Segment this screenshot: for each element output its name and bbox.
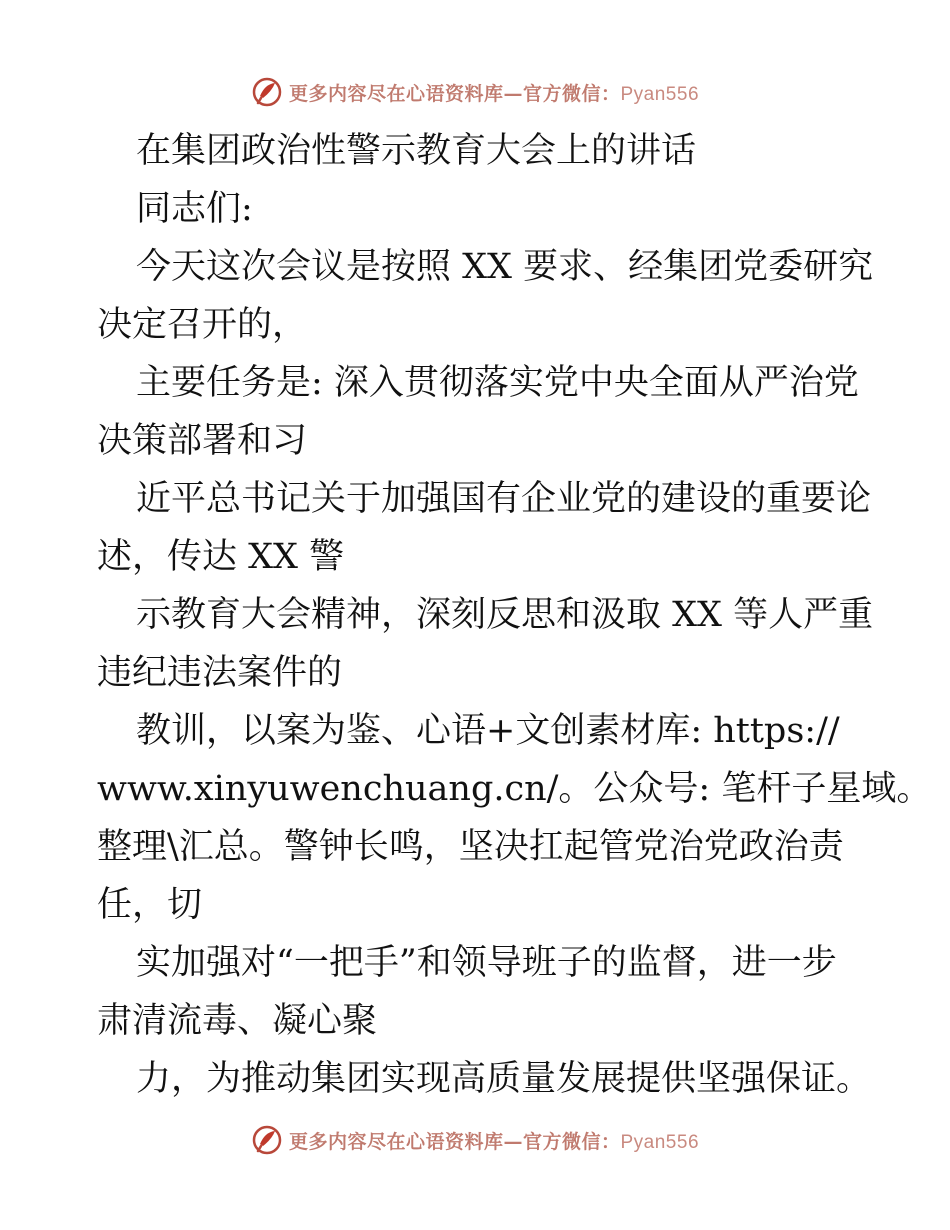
header-watermark: [0, 72, 950, 112]
paragraph-line: www.xinyuwenchuang.cn/。公众号: 笔杆子星域。: [97, 769, 932, 809]
paragraph-line: 违纪违法案件的: [97, 653, 343, 693]
watermark-text-cn: 更多内容尽在心语资料库—官方微信：: [288, 82, 621, 105]
paragraph-line: 示教育大会精神，深刻反思和汲取 XX 等人严重: [136, 595, 874, 635]
watermark-wechat-id: Pyan556: [620, 1131, 700, 1153]
watermark-wechat-id: Pyan556: [620, 83, 700, 105]
document-title: 在集团政治性警示教育大会上的讲话: [136, 131, 697, 171]
pen-flower-logo-icon: [251, 76, 283, 108]
paragraph-line: 实加强对“一把手”和领导班子的监督，进一步: [136, 943, 837, 983]
paragraph-line: 主要任务是: 深入贯彻落实党中央全面从严治党: [136, 363, 859, 403]
salutation: 同志们:: [136, 189, 253, 229]
paragraph-line: 肃清流毒、凝心聚: [97, 1001, 378, 1041]
paragraph-line: 决定召开的，: [97, 305, 308, 345]
paragraph-line: 整理\汇总。警钟长鸣，坚决扛起管党治党政治责: [97, 827, 844, 867]
watermark-text-cn: 更多内容尽在心语资料库—官方微信：: [288, 1130, 621, 1153]
paragraph-line: 力，为推动集团实现高质量发展提供坚强保证。: [136, 1059, 872, 1099]
paragraph-line: 今天这次会议是按照 XX 要求、经集团党委研究: [136, 247, 874, 287]
paragraph-line: 近平总书记关于加强国有企业党的建设的重要论: [136, 479, 872, 519]
watermark-text: [289, 79, 699, 106]
paragraph-line: 决策部署和习: [97, 421, 308, 461]
watermark-text: [289, 1127, 699, 1154]
pen-flower-logo-icon: [251, 1124, 283, 1156]
paragraph-line: 述，传达 XX 警: [97, 537, 345, 577]
document-body: [97, 122, 932, 1108]
footer-watermark: [0, 1120, 950, 1160]
paragraph-line: 教训，以案为鉴、心语+文创素材库: https://: [136, 711, 840, 751]
paragraph-line: 任，切: [97, 885, 203, 925]
